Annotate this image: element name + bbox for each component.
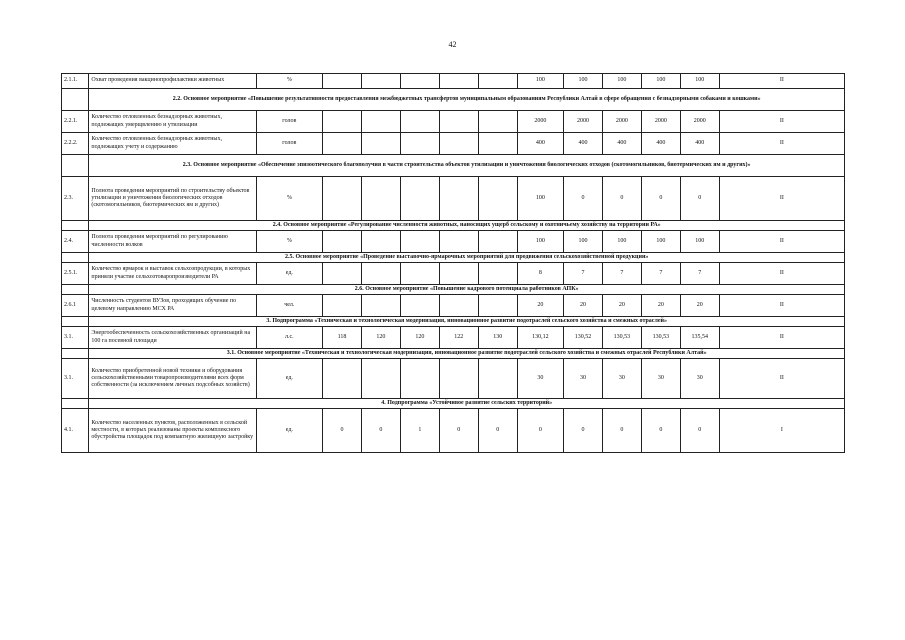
value-cell: [439, 231, 478, 253]
unit-of-measure: голов: [256, 111, 322, 133]
value-cell: 7: [602, 263, 641, 285]
section-number-cell: [62, 221, 89, 231]
value-cell: 400: [517, 133, 563, 155]
indicator-name: Численность студентов ВУЗов, проходящих обучение по целевому направлению МСХ РА: [89, 295, 256, 317]
value-cell: [439, 359, 478, 399]
value-cell: 8: [517, 263, 563, 285]
section-number-cell: [62, 399, 89, 409]
value-cell: [439, 295, 478, 317]
section-number-cell: [62, 253, 89, 263]
value-cell: 0: [641, 177, 680, 221]
category-cell: II: [719, 263, 844, 285]
unit-of-measure: ед.: [256, 263, 322, 285]
section-number-cell: [62, 349, 89, 359]
section-row: [62, 221, 845, 231]
value-cell: 2000: [641, 111, 680, 133]
value-cell: 100: [602, 231, 641, 253]
value-cell: [322, 263, 361, 285]
value-cell: [322, 74, 361, 89]
table-row: [62, 295, 845, 317]
row-number: 2.1.1.: [62, 74, 89, 89]
category-cell: II: [719, 231, 844, 253]
value-cell: 2000: [517, 111, 563, 133]
value-cell: [478, 177, 517, 221]
value-cell: 400: [680, 133, 719, 155]
section-title: 2.3. Основное мероприятие «Обеспечение эпизоотического благополучия в части строительства объектов утилизации и уничтожения биологических отходов (скотомогильников, биотермических ям и других)»: [89, 155, 845, 177]
value-cell: 20: [680, 295, 719, 317]
value-cell: [322, 111, 361, 133]
value-cell: 100: [563, 74, 602, 89]
value-cell: 130,52: [563, 327, 602, 349]
value-cell: [361, 231, 400, 253]
indicator-name: Количество отловленных безнадзорных животных, подлежащих умерщвлению и утилизации: [89, 111, 256, 133]
value-cell: 0: [478, 409, 517, 453]
category-cell: II: [719, 74, 844, 89]
indicator-name: Энергообеспеченность сельскохозяйственных организаций на 100 га посевной площади: [89, 327, 256, 349]
value-cell: 0: [439, 409, 478, 453]
row-number: 2.3.: [62, 177, 89, 221]
value-cell: 7: [680, 263, 719, 285]
indicator-name: Охват проведения вакцинопрофилактики животных: [89, 74, 256, 89]
section-title: 2.5. Основное мероприятие «Проведение выставочно-ярмарочных мероприятий для продвижения сельскохозяйственной продукции»: [89, 253, 845, 263]
table-row: [62, 327, 845, 349]
category-cell: II: [719, 111, 844, 133]
section-row: [62, 349, 845, 359]
value-cell: [439, 177, 478, 221]
value-cell: 100: [641, 231, 680, 253]
value-cell: 20: [602, 295, 641, 317]
value-cell: 0: [563, 409, 602, 453]
section-number-cell: [62, 89, 89, 111]
section-row: [62, 399, 845, 409]
value-cell: [361, 74, 400, 89]
unit-of-measure: ед.: [256, 359, 322, 399]
value-cell: [478, 263, 517, 285]
value-cell: [361, 177, 400, 221]
value-cell: [400, 263, 439, 285]
value-cell: 30: [680, 359, 719, 399]
value-cell: [478, 111, 517, 133]
value-cell: [439, 263, 478, 285]
value-cell: [478, 133, 517, 155]
value-cell: 400: [641, 133, 680, 155]
unit-of-measure: ед.: [256, 409, 322, 453]
value-cell: 100: [563, 231, 602, 253]
value-cell: [439, 74, 478, 89]
section-number-cell: [62, 317, 89, 327]
value-cell: [478, 74, 517, 89]
row-number: 2.4.: [62, 231, 89, 253]
value-cell: 20: [517, 295, 563, 317]
indicator-name: Количество отловленных безнадзорных животных, подлежащих учету и содержанию: [89, 133, 256, 155]
value-cell: [322, 295, 361, 317]
table-row: [62, 74, 845, 89]
table-row: [62, 409, 845, 453]
value-cell: [439, 111, 478, 133]
indicator-name: Количество приобретенной новой техники и оборудования сельскохозяйственными товаропроизводителями всех форм собственности (за исключением личных подсобных хозяйств): [89, 359, 256, 399]
value-cell: 0: [641, 409, 680, 453]
table-row: [62, 263, 845, 285]
value-cell: 0: [680, 177, 719, 221]
value-cell: 0: [563, 177, 602, 221]
table-row: [62, 231, 845, 253]
section-row: [62, 89, 845, 111]
section-title: 3.1. Основное мероприятие «Техническая и технологическая модернизация, инновационное развитие подотраслей сельского хозяйства и смежных отраслей Республики Алтай»: [89, 349, 845, 359]
value-cell: 400: [602, 133, 641, 155]
value-cell: 120: [361, 327, 400, 349]
row-number: 2.2.2.: [62, 133, 89, 155]
unit-of-measure: л.с.: [256, 327, 322, 349]
value-cell: 20: [563, 295, 602, 317]
value-cell: 100: [517, 231, 563, 253]
row-number: 3.1.: [62, 359, 89, 399]
value-cell: [400, 177, 439, 221]
value-cell: [361, 295, 400, 317]
value-cell: 130,12: [517, 327, 563, 349]
unit-of-measure: голов: [256, 133, 322, 155]
value-cell: 100: [680, 74, 719, 89]
indicator-name: Полнота проведения мероприятий по регулированию численности волков: [89, 231, 256, 253]
category-cell: II: [719, 327, 844, 349]
section-number-cell: [62, 285, 89, 295]
page-number: 42: [448, 40, 457, 49]
value-cell: [361, 133, 400, 155]
table-row: [62, 177, 845, 221]
value-cell: [400, 74, 439, 89]
category-cell: II: [719, 359, 844, 399]
section-title: 2.2. Основное мероприятие «Повышение результативности предоставления межбюджетных трансфертов муниципальным образованиям Республики Алтай в сфере обращения с безнадзорными собаками и кошками»: [89, 89, 845, 111]
value-cell: 30: [602, 359, 641, 399]
value-cell: [400, 295, 439, 317]
value-cell: 0: [361, 409, 400, 453]
indicator-name: Количество ярмарок и выставок сельхозпродукции, в которых приняли участие сельхозтоваропроизводители РА: [89, 263, 256, 285]
unit-of-measure: %: [256, 231, 322, 253]
value-cell: [400, 359, 439, 399]
value-cell: 20: [641, 295, 680, 317]
section-row: [62, 285, 845, 295]
value-cell: 1: [400, 409, 439, 453]
value-cell: 122: [439, 327, 478, 349]
value-cell: 0: [602, 177, 641, 221]
category-cell: II: [719, 295, 844, 317]
value-cell: [478, 231, 517, 253]
value-cell: [400, 111, 439, 133]
value-cell: [478, 295, 517, 317]
value-cell: [361, 263, 400, 285]
section-title: 4. Подпрограмма «Устойчивое развитие сельских территорий»: [89, 399, 845, 409]
value-cell: 0: [602, 409, 641, 453]
section-row: [62, 317, 845, 327]
section-title: 2.4. Основное мероприятие «Регулирование численности животных, наносящих ущерб сельскому и охотничьему хозяйству на территории РА»: [89, 221, 845, 231]
value-cell: [322, 359, 361, 399]
value-cell: 7: [563, 263, 602, 285]
section-number-cell: [62, 155, 89, 177]
table-row: [62, 359, 845, 399]
value-cell: 100: [680, 231, 719, 253]
value-cell: 30: [641, 359, 680, 399]
value-cell: 2000: [680, 111, 719, 133]
value-cell: 130,53: [641, 327, 680, 349]
value-cell: [322, 133, 361, 155]
value-cell: [439, 133, 478, 155]
value-cell: 2000: [602, 111, 641, 133]
value-cell: 100: [517, 177, 563, 221]
value-cell: 0: [517, 409, 563, 453]
indicator-name: Полнота проведения мероприятий по строительству объектов утилизации и уничтожения биологических отходов (скотомогильников, биотермических ям и других): [89, 177, 256, 221]
value-cell: 0: [680, 409, 719, 453]
value-cell: 100: [641, 74, 680, 89]
table-body: [62, 74, 845, 453]
value-cell: [322, 231, 361, 253]
value-cell: 7: [641, 263, 680, 285]
value-cell: 2000: [563, 111, 602, 133]
row-number: 2.2.1.: [62, 111, 89, 133]
value-cell: [361, 359, 400, 399]
value-cell: 118: [322, 327, 361, 349]
row-number: 4.1.: [62, 409, 89, 453]
value-cell: 120: [400, 327, 439, 349]
value-cell: 400: [563, 133, 602, 155]
unit-of-measure: чел.: [256, 295, 322, 317]
unit-of-measure: %: [256, 74, 322, 89]
value-cell: 0: [322, 409, 361, 453]
row-number: 3.1.: [62, 327, 89, 349]
value-cell: [478, 359, 517, 399]
indicator-name: Количество населенных пунктов, расположенных в сельской местности, в которых реализованы проекты комплексного обустройства площадок под компактную жилищную застройку: [89, 409, 256, 453]
value-cell: 130: [478, 327, 517, 349]
value-cell: 30: [563, 359, 602, 399]
section-row: [62, 155, 845, 177]
value-cell: 130,53: [602, 327, 641, 349]
section-row: [62, 253, 845, 263]
table-row: [62, 111, 845, 133]
value-cell: [322, 177, 361, 221]
section-title: 3. Подпрограмма «Техническая и технологическая модернизация, инновационное развитие подотраслей сельского хозяйства и смежных отраслей»: [89, 317, 845, 327]
value-cell: [361, 111, 400, 133]
value-cell: [400, 231, 439, 253]
value-cell: 100: [602, 74, 641, 89]
value-cell: 135,54: [680, 327, 719, 349]
row-number: 2.6.1: [62, 295, 89, 317]
section-title: 2.6. Основное мероприятие «Повышение кадрового потенциала работников АПК»: [89, 285, 845, 295]
unit-of-measure: %: [256, 177, 322, 221]
indicators-table: [61, 73, 845, 453]
table-row: [62, 133, 845, 155]
value-cell: [400, 133, 439, 155]
value-cell: 30: [517, 359, 563, 399]
category-cell: I: [719, 409, 844, 453]
value-cell: 100: [517, 74, 563, 89]
category-cell: II: [719, 133, 844, 155]
category-cell: II: [719, 177, 844, 221]
row-number: 2.5.1.: [62, 263, 89, 285]
